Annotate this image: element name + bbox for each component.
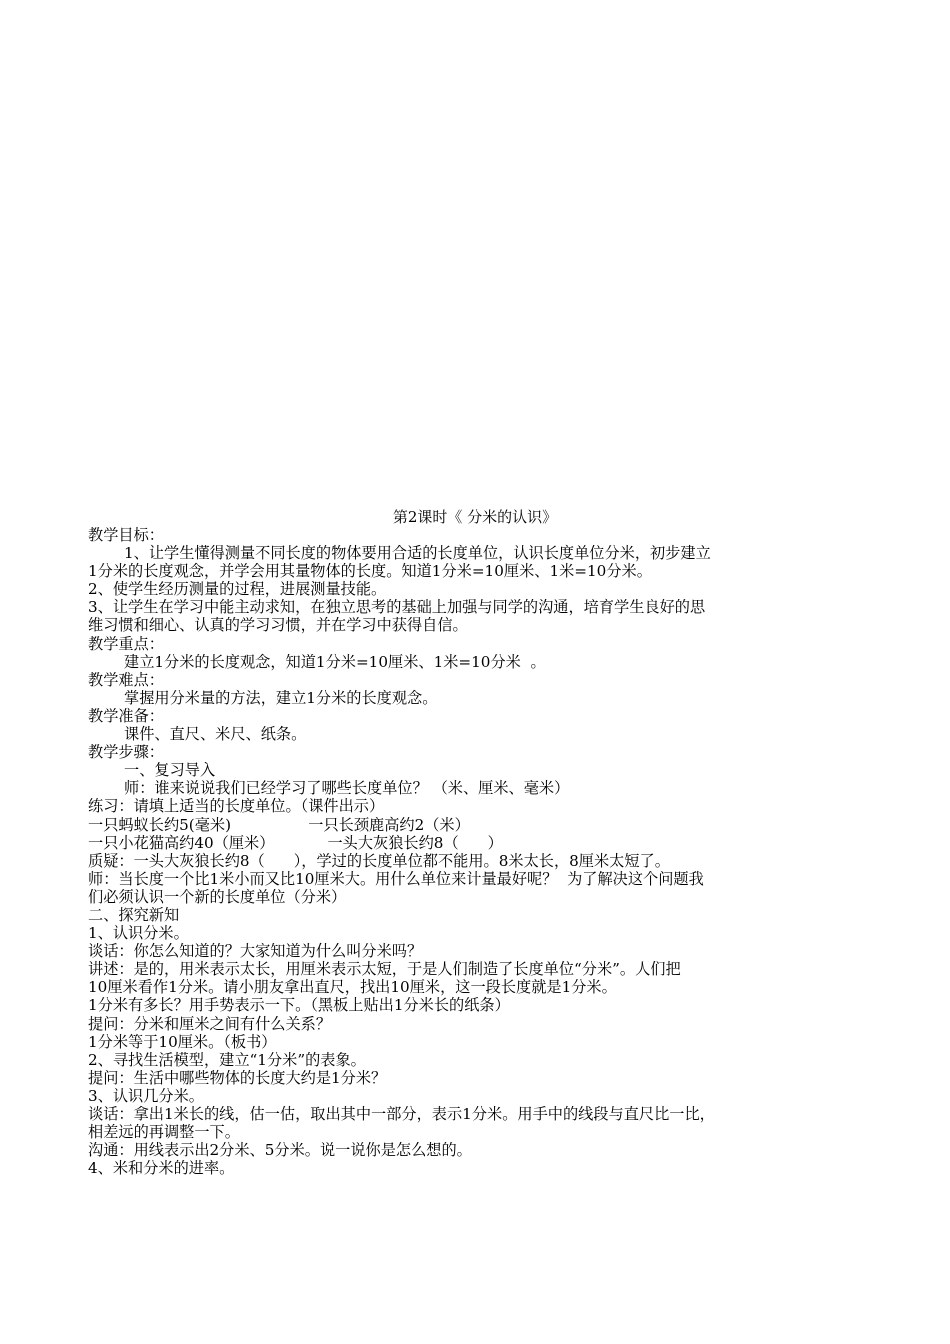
text-line: 师：谁来说说我们已经学习了哪些长度单位？ （米、厘米、毫米） xyxy=(124,779,570,798)
text-line: 1分米有多长？用手势表示一下。（黑板上贴出1分米长的纸条） xyxy=(88,996,510,1015)
text-line: 10厘米看作1分米。请小朋友拿出直尺，找出10厘米，这一段长度就是1分米。 xyxy=(88,978,617,997)
text-line: 建立1分米的长度观念，知道1分米=10厘米、1米=10分米 。 xyxy=(124,652,546,671)
text-line: 谈话：你怎么知道的？大家知道为什么叫分米吗？ xyxy=(88,942,423,961)
text-line: 课件、直尺、米尺、纸条。 xyxy=(124,725,307,744)
text-line: 质疑：一头大灰狼长约8（ ），学过的长度单位都不能用。8米太长，8厘米太短了。 xyxy=(88,851,670,870)
lesson-plan-document xyxy=(88,508,888,1177)
text-line: 一只蚂蚁长约5(毫米) 一只长颈鹿高约2（米） xyxy=(88,815,470,834)
text-line: 提问：分米和厘米之间有什么关系？ xyxy=(88,1014,331,1033)
text-line: 1、认识分米。 xyxy=(88,924,189,943)
text-line: 维习惯和细心、认真的学习习惯，并在学习中获得自信。 xyxy=(88,616,468,635)
text-line: 相差远的再调整一下。 xyxy=(88,1123,240,1142)
text-line: 提问：生活中哪些物体的长度大约是1分米？ xyxy=(88,1068,387,1087)
text-line: 们必须认识一个新的长度单位（分米） xyxy=(88,887,347,906)
text-line: 2、使学生经历测量的过程，进展测量技能。 xyxy=(88,580,387,599)
text-line: 1、让学生懂得测量不同长度的物体要用合适的长度单位，认识长度单位分米，初步建立 xyxy=(124,544,711,563)
text-line: 一只小花猫高约40（厘米） 一头大灰狼长约8（ ） xyxy=(88,833,503,852)
text-line: 教学重点： xyxy=(88,634,164,653)
text-line: 教学准备： xyxy=(88,706,164,725)
text-line: 掌握用分米量的方法，建立1分米的长度观念。 xyxy=(124,688,438,707)
text-line: 1分米的长度观念，并学会用其量物体的长度。知道1分米=10厘米、1米=10分米。 xyxy=(88,562,652,581)
text-line: 2、寻找生活模型，建立“1分米”的表象。 xyxy=(88,1050,366,1069)
text-line: 谈话：拿出1米长的线，估一估，取出其中一部分，表示1分米。用手中的线段与直尺比一比， xyxy=(88,1105,715,1123)
text-line: 讲述：是的，用米表示太长，用厘米表示太短，于是人们制造了长度单位“分米”。人们把 xyxy=(88,960,681,979)
text-line: 二、探究新知 xyxy=(88,905,180,924)
text-line: 教学难点： xyxy=(88,670,164,689)
text-line: 教学目标： xyxy=(88,526,164,544)
text-line: 一、复习导入 xyxy=(124,761,216,780)
text-line: 3、让学生在学习中能主动求知，在独立思考的基础上加强与同学的沟通，培育学生良好的思 xyxy=(88,598,706,617)
document-title: 第2课时《 分米的认识》 xyxy=(392,508,558,526)
text-line: 沟通：用线表示出2分米、5分米。说一说你是怎么想的。 xyxy=(88,1141,472,1160)
text-line: 3、认识几分米。 xyxy=(88,1086,204,1105)
text-line: 1分米等于10厘米。（板书） xyxy=(88,1032,277,1051)
text-line: 师：当长度一个比1米小而又比10厘米大。用什么单位来计量最好呢？ 为了解决这个问题我 xyxy=(88,869,704,888)
text-line: 4、米和分米的进率。 xyxy=(88,1159,235,1178)
document-body xyxy=(88,526,888,1177)
text-line: 练习：请填上适当的长度单位。（课件出示） xyxy=(88,797,385,816)
text-line: 教学步骤： xyxy=(88,743,164,762)
